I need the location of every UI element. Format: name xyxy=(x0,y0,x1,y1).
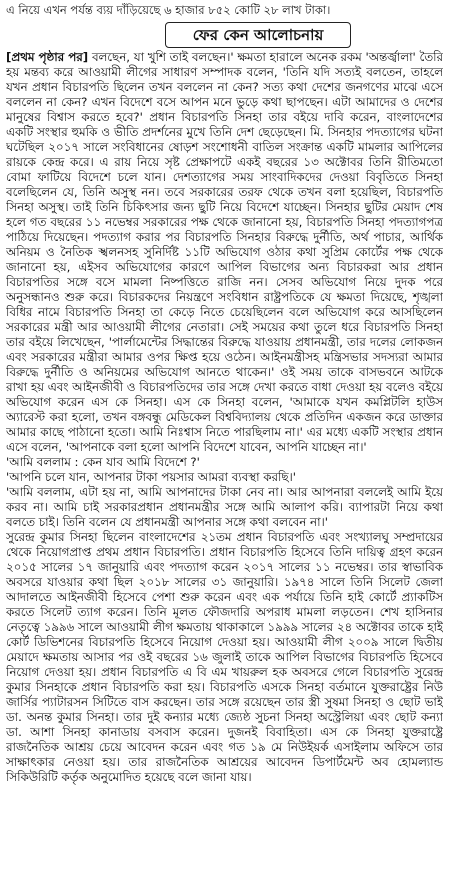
article-body xyxy=(6,50,443,884)
article-headline: ফের কেন আলোচনায় xyxy=(165,22,351,48)
paragraph-text: 'আপনি চলে যান, আপনার টাকা পয়সার আমরা ব্যবস্থা করছি।' xyxy=(6,470,296,484)
paragraph-text: 'আমি বললাম, এটা হয় না, আমি আপনাদের টাকা নেব না। আর আপনারা বললেই আমি ইয়ে করব না। আমি চাই সরকারপ্রধান প্রধানমন্ত্রীর সঙ্গে আমি আলাপ করি। ব্যাপারটা নিয়ে কথা বলতে চাই। তিনি বলেন যে প্রধানমন্ত্রী আপনার সঙ্গে কথা বলবেন না।' xyxy=(6,485,443,529)
previous-article-tail: এ নিয়ে এখন পর্যন্ত ব্যয় দাঁড়িয়েছে ৬ হাজার ৮৫২ কোটি ২৮ লাখ টাকা। xyxy=(6,3,331,17)
paragraph xyxy=(6,485,443,530)
continuation-tag: [প্রথম পৃষ্ঠার পর] xyxy=(6,50,89,64)
paragraph xyxy=(6,50,443,455)
paragraph xyxy=(6,470,443,485)
paragraph-text: 'আমি বললাম : কেন যাব আমি বিদেশে ?' xyxy=(6,455,200,469)
paragraph-text: সুরেন্দ্র কুমার সিনহা ছিলেন বাংলাদেশের ২১তম প্রধান বিচারপতি এবং সংখ্যালঘু সম্প্রদায়ের থেকে নিয়োগপ্রাপ্ত প্রথম প্রধান বিচারপতি। প্রধান বিচারপতি হিসেবে তিনি দায়িত্ব গ্রহণ করেন ২০১৫ সালের ১৭ জানুয়ারি এবং পদত্যাগ করেন ২০১৭ সালের ১১ নভেম্বর। তার স্বাভাবিক অবসরে যাওয়ার কথা ছিল ২০১৮ সালের ৩১ জানুয়ারি। ১৯৭৪ সালে তিনি সিলেট জেলা আদালতে আইনজীবী হিসেবে পেশা শুরু করেন এবং এক পর্যায়ে তিনি হাই কোর্টে প্র্যাকটিস করতে সিলেট ত্যাগ করেন। তিনি মূলত ফৌজদারি অপরাধ মামলা লড়তেন। শেখ হাসিনার নেতৃত্বে ১৯৯৬ সালে আওয়ামী লীগ ক্ষমতায় থাকাকালে ১৯৯৯ সালের ২৪ অক্টোবর তাকে হাই কোর্ট ডিভিশনের বিচারপতি হিসেবে নিয়োগ দেওয়া হয়। আওয়ামী লীগ ২০০৯ সালে দ্বিতীয় মেয়াদে ক্ষমতায় আসার পর ওই বছরের ১৬ জুলাই তাকে আপিল বিভাগের বিচারপতি হিসেবে নিয়োগ দেওয়া হয়। প্রধান বিচারপতি এ বি এম খায়রুল হক অবসরে গেলে বিচারপতি সুরেন্দ্র কুমার সিনহাকে প্রধান বিচারপতি করা হয়। বিচারপতি এসকে সিনহা বর্তমানে যুক্তরাষ্ট্রের নিউ জার্সির প্যাটারসন সিটিতে বাস করছেন। তার সঙ্গে রয়েছেন তার স্ত্রী সুষমা সিনহা ও ছোট ভাই ডা. অনন্ত কুমার সিনহা। তার দুই কন্যার মধ্যে জ্যেষ্ঠ সুচনা সিনহা অস্ট্রেলিয়া এবং ছোট কন্যা ডা. আশা সিনহা কানাডায় বসবাস করেন। দুজনই বিবাহিতা। এস কে সিনহা যুক্তরাষ্ট্রে রাজনৈতিক আশ্রয় চেয়ে আবেদন করেন এবং গত ১৯ মে নিউইয়র্ক এসাইলাম অফিসে তার সাক্ষাৎকার নেওয়া হয়। তার রাজনৈতিক আশ্রয়ের আবেদন ডিপার্টমেন্ট অব হোমল্যান্ড সিকিউরিটি কর্তৃক অনুমোদিত হয়েছে বলে জানা যায়। xyxy=(6,530,443,784)
paragraph xyxy=(6,455,443,470)
paragraph-text: বলছেন, যা খুশি তাই বলছেন।' ক্ষমতা হারালে অনেক রকম 'অন্তর্জ্বালা' তৈরি হয় মন্তব্য করে আওয়ামী লীগের সাধারণ সম্পাদক বলেন, 'তিনি যদি সত্যই বলতেন, তাহলে যখন প্রধান বিচারপতি ছিলেন তখন বললেন না কেন? সত্য কথা দেশের জনগণের মাঝে এসে বললেন না কেন? এখন বিদেশে বসে আপন মনে ভুড়ে কথা ছাপছেন। এটা আমাদের ও দেশের মানুষের বিশ্বাস করতে হবে?' প্রধান বিচারপতি সিনহা তার বইয়ে দাবি করেন, বাংলাদেশের একটি সংস্থার হুমকি ও ভীতি প্রদর্শনের মুখে তিনি দেশ ছেড়েছেন। মি. সিনহার পদত্যাগের ঘটনা ঘটেছিল ২০১৭ সালে সংবিধানের ষোড়শ সংশোধনী বাতিল সংক্রান্ত একটি মামলার আপিলের রায়কে কেন্দ্র করে। এ রায় নিয়ে সৃষ্ট প্রেক্ষাপটে একই বছরের ১৩ অক্টোবর তিনি রীতিমতো বোমা ফাটিয়ে বিদেশে চলে যান। দেশত্যাগের সময় সাংবাদিকদের দেওয়া বিবৃতিতে সিনহা বলেছিলেন যে, তিনি অসুস্থ নন। তবে সরকারের তরফ থেকে তখন বলা হয়েছিল, বিচারপতি সিনহা অসুস্থ। তাই তিনি চিকিৎসার জন্য ছুটি নিয়ে বিদেশে যাচ্ছেন। সিনহার ছুটির মেয়াদ শেষ হলে গত বছরের ১১ নভেম্বর সরকারের পক্ষ থেকে জানানো হয়, বিচারপতি সিনহা পদত্যাগপত্র পাঠিয়ে দিয়েছেন। পদত্যাগ করার পর বিচারপতি সিনহার বিরুদ্ধে দুর্নীতি, অর্থ পাচার, আর্থিক অনিয়ম ও নৈতিক স্খলনসহ সুনির্দিষ্ট ১১টি অভিযোগ ওঠার কথা সুপ্রিম কোর্টের পক্ষ থেকে জানানো হয়, এইসব অভিযোগের কারণে আপিল বিভাগের অন্য বিচারকরা আর প্রধান বিচারপতির সঙ্গে বসে মামলা নিষ্পত্তিতে রাজি নন। সেসব অভিযোগ নিয়ে দুদক পরে অনুসন্ধানও শুরু করে। বিচারকদের নিয়ন্ত্রণে সংবিধান রাষ্ট্রপতিকে যে ক্ষমতা দিয়েছে, শৃঙ্খলা বিধির নামে বিচারপতি সিনহা তা কেড়ে নিতে চেয়েছিলেন বলে অভিযোগ করে আসছিলেন সরকারের মন্ত্রী আর আওয়ামী লীগের নেতারা। সেই সময়ের কথা তুলে ধরে বিচারপতি সিনহা তার বইয়ে লিখেছেন, 'পার্লামেন্টের সিদ্ধান্তের বিরুদ্ধে যাওয়ায় প্রধানমন্ত্রী, তার দলের লোকজন এবং সরকারের মন্ত্রীরা আমার ওপর ক্ষিপ্ত হয়ে ওঠেন। আইনমন্ত্রীসহ মন্ত্রিসভার সদস্যরা আমার বিরুদ্ধে দুর্নীতি ও অনিয়মের অভিযোগ আনতে থাকেন।' ওই সময় তাকে বাসভবনে আটকে রাখা হয় এবং আইনজীবী ও বিচারপতিদের তার সঙ্গে দেখা করতে বাধা দেওয়া হয় বলেও বইয়ে অভিযোগ করেন এস কে সিনহা। এস কে সিনহা বলেন, 'আমাকে যখন কমপ্লিটলি হাউস অ্যারেস্ট করা হলো, তখন বঙ্গবন্ধু মেডিকেল বিশ্ববিদ্যালয় থেকে প্রতিদিন একজন করে ডাক্তার আমার কাছে পাঠানো হতো। আমি নিঃশ্বাস নিতে পারছিলাম না।' এর মধ্যে একটি সংস্থার প্রধান এসে বলেন, 'আপনাকে বলা হলো আপনি বিদেশে যাবেন, আপনি যাচ্ছেন না।' xyxy=(6,50,443,454)
paragraph xyxy=(6,530,443,785)
